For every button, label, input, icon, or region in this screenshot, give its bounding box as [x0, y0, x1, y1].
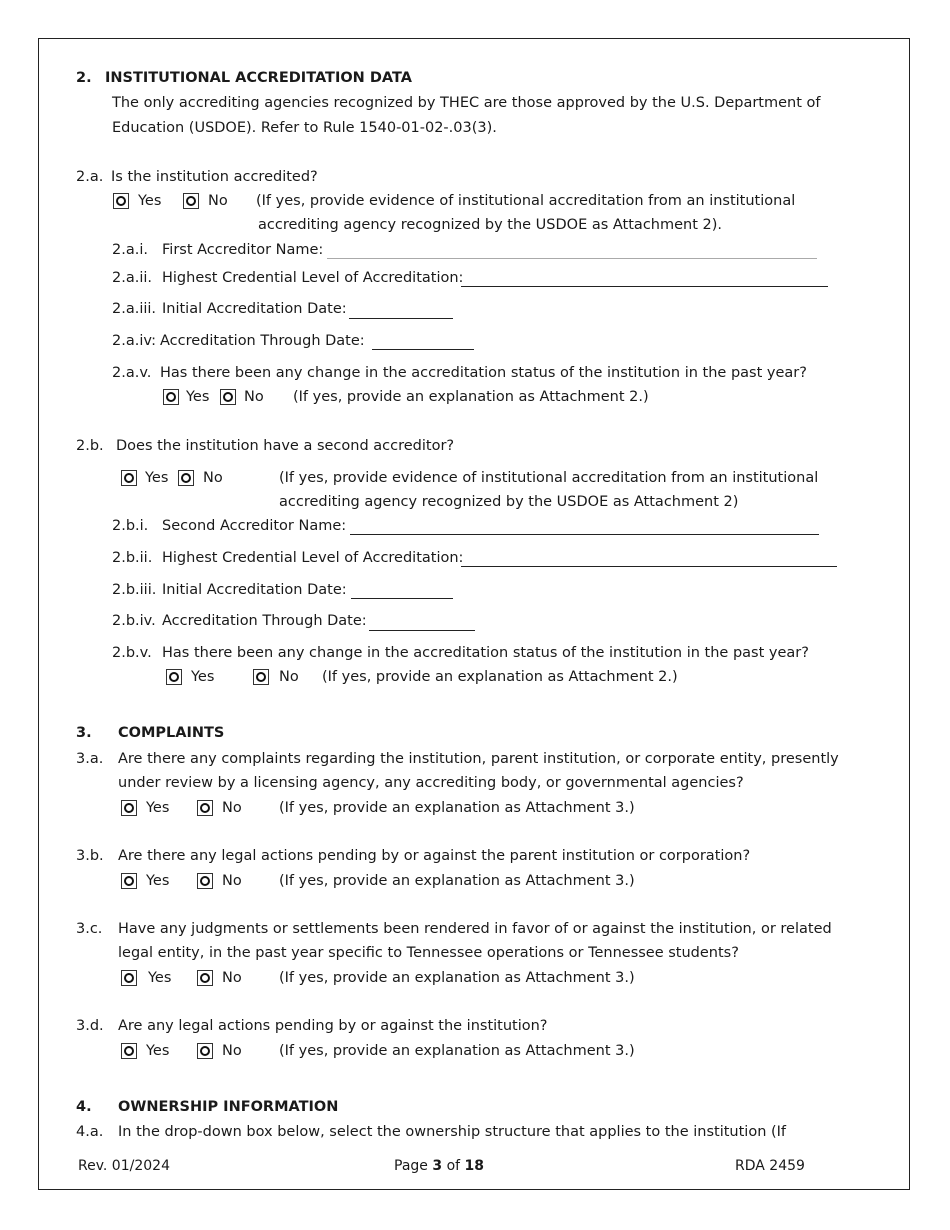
footer-total-pages: 18: [464, 1158, 484, 1174]
question-3a-number: 3.a.: [76, 751, 104, 767]
question-3c-number: 3.c.: [76, 921, 103, 937]
q3c-no-radio[interactable]: [197, 970, 213, 986]
q2b-yes-label: Yes: [145, 470, 169, 486]
q2bv-yes-label: Yes: [191, 669, 215, 685]
q2bv-note: (If yes, provide an explanation as Attachment 2.): [322, 669, 678, 685]
section-2-title: INSTITUTIONAL ACCREDITATION DATA: [105, 70, 412, 86]
question-2b-text: Does the institution have a second accreditor?: [116, 438, 455, 454]
question-4a-number: 4.a.: [76, 1124, 104, 1140]
footer-form-id: RDA 2459: [735, 1158, 805, 1174]
q3d-yes-radio[interactable]: [121, 1043, 137, 1059]
q3b-no-label: No: [222, 873, 242, 889]
q3b-yes-label: Yes: [146, 873, 170, 889]
q2b-yes-radio[interactable]: [121, 470, 137, 486]
first-accreditor-name-field[interactable]: [327, 258, 817, 259]
initial-accreditation-date-field-2a[interactable]: [349, 318, 453, 319]
q2av-no-label: No: [244, 389, 264, 405]
field-2aiv-label: Accreditation Through Date:: [160, 333, 365, 349]
question-2bv-text: Has there been any change in the accreditation status of the institution in the past year?: [162, 645, 809, 661]
q3d-note: (If yes, provide an explanation as Attachment 3.): [279, 1043, 635, 1059]
q2b-no-label: No: [203, 470, 223, 486]
q3a-no-radio[interactable]: [197, 800, 213, 816]
question-2av-number: 2.a.v.: [112, 365, 152, 381]
q3b-note: (If yes, provide an explanation as Attachment 3.): [279, 873, 635, 889]
question-3a-text-line1: Are there any complaints regarding the institution, parent institution, or corporate entity, presently: [118, 751, 839, 767]
section-3-number: 3.: [76, 725, 92, 741]
q3c-note: (If yes, provide an explanation as Attachment 3.): [279, 970, 635, 986]
question-3c-text-line2: legal entity, in the past year specific to Tennessee operations or Tennessee students?: [118, 945, 739, 961]
field-2aii-label: Highest Credential Level of Accreditation:: [162, 270, 464, 286]
accreditation-through-date-field-2b[interactable]: [369, 630, 475, 631]
q3b-no-radio[interactable]: [197, 873, 213, 889]
field-2aiii-label: Initial Accreditation Date:: [162, 301, 347, 317]
question-2av-text: Has there been any change in the accreditation status of the institution in the past year?: [160, 365, 807, 381]
section-4-title: OWNERSHIP INFORMATION: [118, 1099, 339, 1115]
q2b-no-radio[interactable]: [178, 470, 194, 486]
section-2-number: 2.: [76, 70, 92, 86]
highest-credential-level-field-2a[interactable]: [461, 286, 828, 287]
q2bv-no-radio[interactable]: [253, 669, 269, 685]
question-2a-number: 2.a.: [76, 169, 104, 185]
footer-current-page: 3: [432, 1158, 443, 1174]
field-2ai-label: First Accreditor Name:: [162, 242, 324, 258]
q2av-yes-radio[interactable]: [163, 389, 179, 405]
field-2aii-number: 2.a.ii.: [112, 270, 152, 286]
field-2aiv-number: 2.a.iv:: [112, 333, 157, 349]
footer-revision: Rev. 01/2024: [78, 1158, 170, 1174]
q2av-no-radio[interactable]: [220, 389, 236, 405]
second-accreditor-name-field[interactable]: [350, 534, 819, 535]
q3c-yes-radio[interactable]: [121, 970, 137, 986]
q3a-no-label: No: [222, 800, 242, 816]
section-3-title: COMPLAINTS: [118, 725, 225, 741]
q2a-yes-label: Yes: [138, 193, 162, 209]
q2a-no-label: No: [208, 193, 228, 209]
question-3b-text: Are there any legal actions pending by or against the parent institution or corporation?: [118, 848, 751, 864]
question-3d-text: Are any legal actions pending by or against the institution?: [118, 1018, 548, 1034]
question-2a-text: Is the institution accredited?: [111, 169, 318, 185]
q2b-note-line1: (If yes, provide evidence of institutional accreditation from an institutional: [279, 470, 819, 486]
q2a-note-line1: (If yes, provide evidence of institutional accreditation from an institutional: [256, 193, 796, 209]
field-2biv-label: Accreditation Through Date:: [162, 613, 367, 629]
q2a-no-radio[interactable]: [183, 193, 199, 209]
field-2bi-number: 2.b.i.: [112, 518, 149, 534]
question-2bv-number: 2.b.v.: [112, 645, 152, 661]
q2a-yes-radio[interactable]: [113, 193, 129, 209]
field-2bi-label: Second Accreditor Name:: [162, 518, 347, 534]
q2bv-no-label: No: [279, 669, 299, 685]
question-3c-text-line1: Have any judgments or settlements been rendered in favor of or against the institution, or related: [118, 921, 832, 937]
section-4-number: 4.: [76, 1099, 92, 1115]
q2b-note-line2: accrediting agency recognized by the USDOE as Attachment 2): [279, 494, 739, 510]
footer-page-word: Page: [394, 1158, 428, 1174]
footer-page-number: [394, 1158, 484, 1174]
field-2aiii-number: 2.a.iii.: [112, 301, 157, 317]
question-3a-text-line2: under review by a licensing agency, any accrediting body, or governmental agencies?: [118, 775, 744, 791]
q3a-yes-label: Yes: [146, 800, 170, 816]
field-2bii-label: Highest Credential Level of Accreditation:: [162, 550, 464, 566]
q3c-no-label: No: [222, 970, 242, 986]
field-2biii-number: 2.b.iii.: [112, 582, 157, 598]
question-2b-number: 2.b.: [76, 438, 104, 454]
field-2bii-number: 2.b.ii.: [112, 550, 153, 566]
q3b-yes-radio[interactable]: [121, 873, 137, 889]
question-3b-number: 3.b.: [76, 848, 104, 864]
initial-accreditation-date-field-2b[interactable]: [351, 598, 453, 599]
section-2-intro-line1: The only accrediting agencies recognized by THEC are those approved by the U.S. Department of: [112, 95, 821, 111]
field-2biii-label: Initial Accreditation Date:: [162, 582, 347, 598]
question-3d-number: 3.d.: [76, 1018, 104, 1034]
q3a-yes-radio[interactable]: [121, 800, 137, 816]
field-2biv-number: 2.b.iv.: [112, 613, 156, 629]
q3a-note: (If yes, provide an explanation as Attachment 3.): [279, 800, 635, 816]
q2av-yes-label: Yes: [186, 389, 210, 405]
field-2ai-number: 2.a.i.: [112, 242, 148, 258]
q3c-yes-label: Yes: [148, 970, 172, 986]
q2a-note-line2: accrediting agency recognized by the USDOE as Attachment 2).: [258, 217, 722, 233]
q2av-note: (If yes, provide an explanation as Attachment 2.): [293, 389, 649, 405]
highest-credential-level-field-2b[interactable]: [461, 566, 837, 567]
footer-of-word: of: [446, 1158, 461, 1174]
q3d-yes-label: Yes: [146, 1043, 170, 1059]
q3d-no-label: No: [222, 1043, 242, 1059]
q2bv-yes-radio[interactable]: [166, 669, 182, 685]
accreditation-through-date-field-2a[interactable]: [372, 349, 474, 350]
q3d-no-radio[interactable]: [197, 1043, 213, 1059]
section-2-intro-line2: Education (USDOE). Refer to Rule 1540-01-02-.03(3).: [112, 120, 497, 136]
question-4a-text: In the drop-down box below, select the ownership structure that applies to the institution (If: [118, 1124, 787, 1140]
